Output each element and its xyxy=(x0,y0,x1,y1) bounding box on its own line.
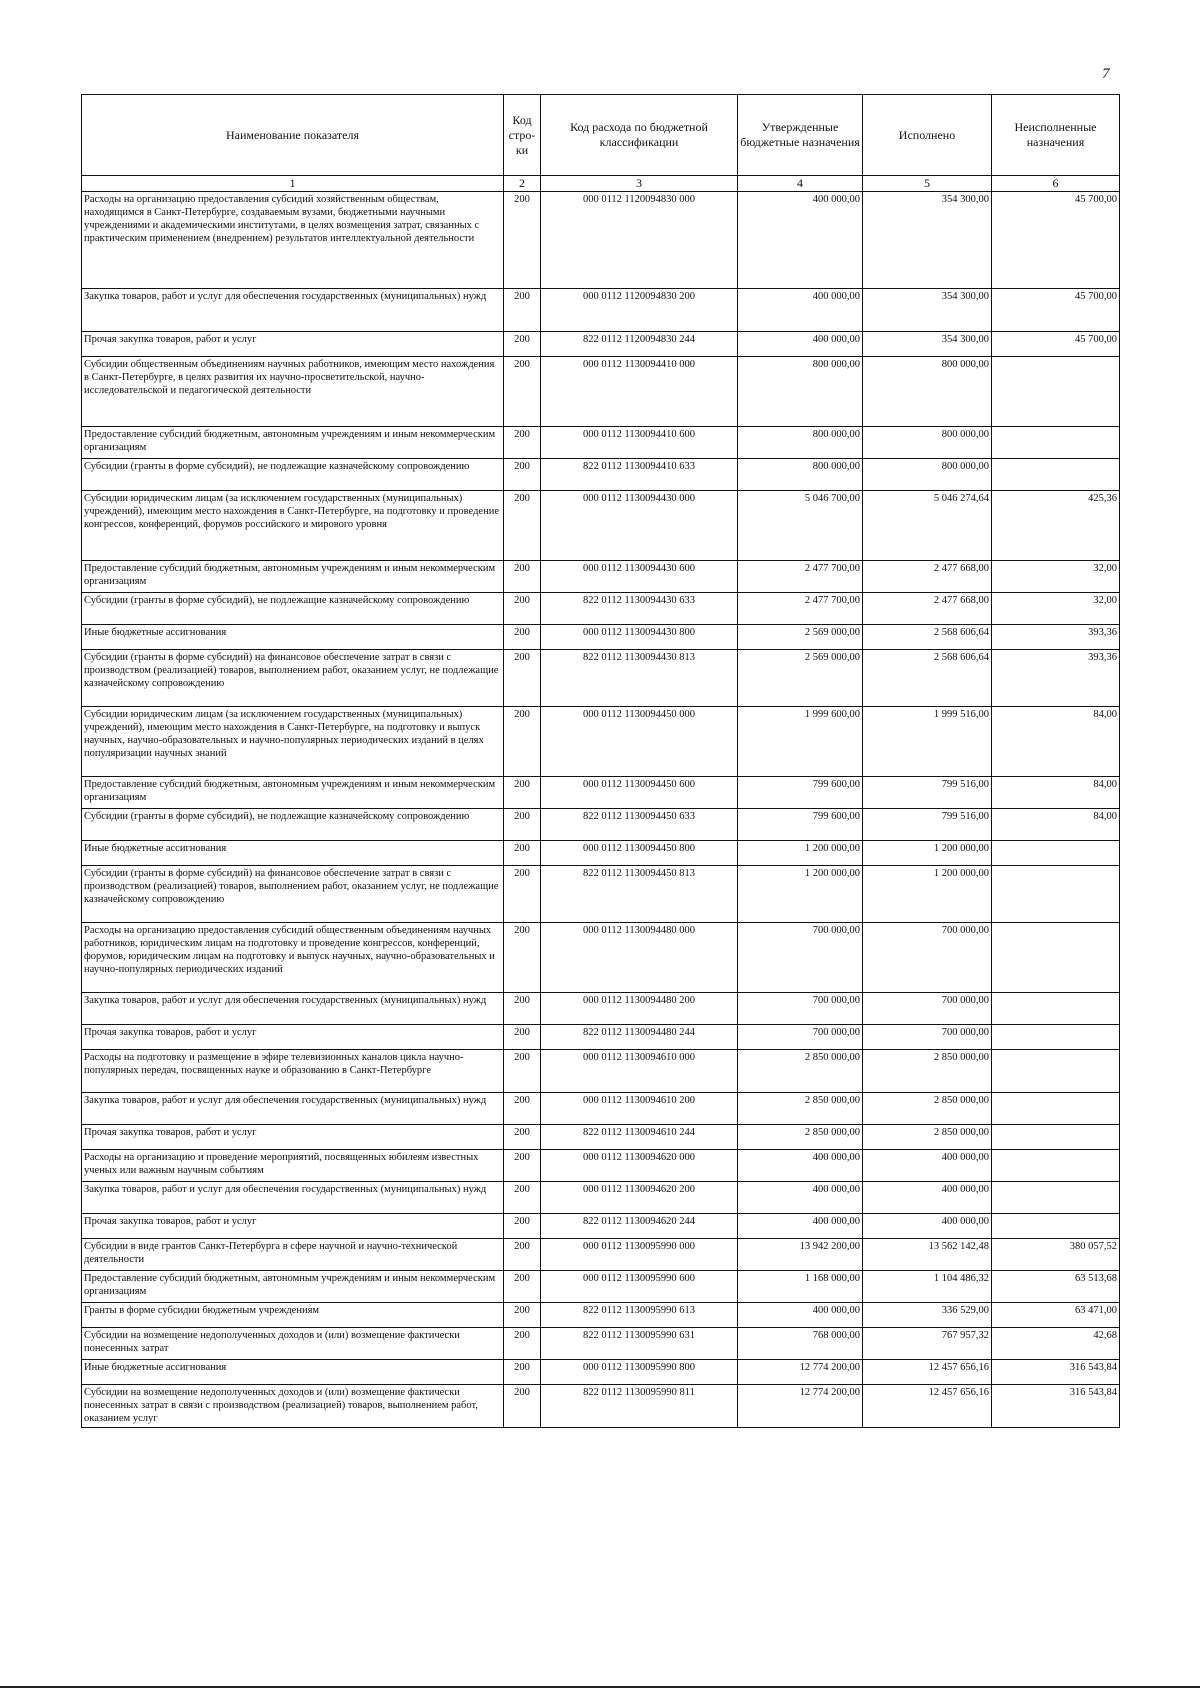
budget-class-code: 000 0112 1130094450 000 xyxy=(541,707,738,777)
budget-class-code: 000 0112 1120094830 200 xyxy=(541,289,738,332)
line-code: 200 xyxy=(504,332,541,357)
unexecuted-amount xyxy=(992,1125,1120,1150)
unexecuted-amount xyxy=(992,459,1120,491)
budget-class-code: 000 0112 1130094610 200 xyxy=(541,1093,738,1125)
approved-amount: 700 000,00 xyxy=(738,1025,863,1050)
approved-amount: 13 942 200,00 xyxy=(738,1239,863,1271)
approved-amount: 400 000,00 xyxy=(738,192,863,289)
budget-class-code: 000 0112 1130094450 800 xyxy=(541,841,738,866)
table-row xyxy=(82,1360,1120,1385)
unexecuted-amount: 45 700,00 xyxy=(992,192,1120,289)
budget-class-code: 822 0112 1130094620 244 xyxy=(541,1214,738,1239)
budget-class-code: 000 0112 1130094480 000 xyxy=(541,923,738,993)
table-row xyxy=(82,561,1120,593)
header-executed: Исполнено xyxy=(863,95,992,176)
header-line-code: Код стро-ки xyxy=(504,95,541,176)
table-row xyxy=(82,491,1120,561)
indicator-name: Расходы на организацию и проведение мероприятий, посвященных юбилеям известных ученых или важным научным событиям xyxy=(82,1150,504,1182)
approved-amount: 799 600,00 xyxy=(738,777,863,809)
indicator-name: Прочая закупка товаров, работ и услуг xyxy=(82,1025,504,1050)
line-code: 200 xyxy=(504,866,541,923)
unexecuted-amount: 32,00 xyxy=(992,593,1120,625)
approved-amount: 800 000,00 xyxy=(738,357,863,427)
budget-class-code: 822 0112 1130094450 633 xyxy=(541,809,738,841)
unexecuted-amount: 316 543,84 xyxy=(992,1385,1120,1428)
indicator-name: Предоставление субсидий бюджетным, автономным учреждениям и иным некоммерческим организациям xyxy=(82,561,504,593)
executed-amount: 800 000,00 xyxy=(863,459,992,491)
column-number: 3 xyxy=(541,176,738,192)
executed-amount: 13 562 142,48 xyxy=(863,1239,992,1271)
budget-class-code: 822 0112 1130094430 813 xyxy=(541,650,738,707)
approved-amount: 400 000,00 xyxy=(738,1150,863,1182)
budget-class-code: 000 0112 1130094620 000 xyxy=(541,1150,738,1182)
line-code: 200 xyxy=(504,923,541,993)
approved-amount: 2 477 700,00 xyxy=(738,561,863,593)
executed-amount: 2 477 668,00 xyxy=(863,561,992,593)
executed-amount: 800 000,00 xyxy=(863,427,992,459)
executed-amount: 336 529,00 xyxy=(863,1303,992,1328)
approved-amount: 768 000,00 xyxy=(738,1328,863,1360)
table-row xyxy=(82,593,1120,625)
indicator-name: Расходы на организацию предоставления субсидий хозяйственным обществам, находящимся в Санкт-Петербурге, создаваемым вузами, бюджетными научными учреждениями и академическими институтами, в целях возмещения затрат, связанных с практическим применением (внедрением) результатов интеллектуальной деятельности xyxy=(82,192,504,289)
unexecuted-amount xyxy=(992,357,1120,427)
executed-amount: 354 300,00 xyxy=(863,192,992,289)
approved-amount: 400 000,00 xyxy=(738,289,863,332)
budget-class-code: 000 0112 1130095990 000 xyxy=(541,1239,738,1271)
budget-class-code: 822 0112 1130094450 813 xyxy=(541,866,738,923)
column-number-row xyxy=(82,176,1120,192)
unexecuted-amount xyxy=(992,427,1120,459)
line-code: 200 xyxy=(504,1303,541,1328)
line-code: 200 xyxy=(504,1050,541,1093)
header-approved: Утвержденные бюджетные назначения xyxy=(738,95,863,176)
unexecuted-amount: 316 543,84 xyxy=(992,1360,1120,1385)
budget-execution-table xyxy=(81,94,1120,1428)
column-number: 4 xyxy=(738,176,863,192)
unexecuted-amount: 84,00 xyxy=(992,777,1120,809)
executed-amount: 767 957,32 xyxy=(863,1328,992,1360)
unexecuted-amount xyxy=(992,866,1120,923)
line-code: 200 xyxy=(504,561,541,593)
indicator-name: Субсидии (гранты в форме субсидий), не подлежащие казначейскому сопровождению xyxy=(82,809,504,841)
approved-amount: 400 000,00 xyxy=(738,1214,863,1239)
unexecuted-amount xyxy=(992,1150,1120,1182)
unexecuted-amount xyxy=(992,923,1120,993)
line-code: 200 xyxy=(504,427,541,459)
executed-amount: 1 200 000,00 xyxy=(863,841,992,866)
table-row xyxy=(82,1150,1120,1182)
executed-amount: 1 104 486,32 xyxy=(863,1271,992,1303)
unexecuted-amount xyxy=(992,1093,1120,1125)
line-code: 200 xyxy=(504,1271,541,1303)
header-indicator-name: Наименование показателя xyxy=(82,95,504,176)
approved-amount: 2 850 000,00 xyxy=(738,1125,863,1150)
table-row xyxy=(82,1093,1120,1125)
table-row xyxy=(82,777,1120,809)
table-row xyxy=(82,289,1120,332)
budget-class-code: 000 0112 1130094430 000 xyxy=(541,491,738,561)
approved-amount: 2 850 000,00 xyxy=(738,1093,863,1125)
budget-class-code: 000 0112 1130094410 600 xyxy=(541,427,738,459)
indicator-name: Субсидии общественным объединениям научных работников, имеющим место нахождения в Санкт-Петербурге, в целях развития их научно-просветительской, научно-исследовательской и педагогической деятельности xyxy=(82,357,504,427)
unexecuted-amount xyxy=(992,1214,1120,1239)
table-row xyxy=(82,923,1120,993)
budget-class-code: 822 0112 1130094610 244 xyxy=(541,1125,738,1150)
line-code: 200 xyxy=(504,1239,541,1271)
executed-amount: 799 516,00 xyxy=(863,777,992,809)
approved-amount: 400 000,00 xyxy=(738,1182,863,1214)
executed-amount: 700 000,00 xyxy=(863,993,992,1025)
column-number: 2 xyxy=(504,176,541,192)
line-code: 200 xyxy=(504,1150,541,1182)
indicator-name: Предоставление субсидий бюджетным, автономным учреждениям и иным некоммерческим организациям xyxy=(82,1271,504,1303)
indicator-name: Субсидии юридическим лицам (за исключением государственных (муниципальных) учреждений), имеющим место нахождения в Санкт-Петербурге, на подготовку и выпуск научных, научно-образовательных и научно-популярных периодических изданий в целях популяризации научных знаний xyxy=(82,707,504,777)
budget-class-code: 000 0112 1130094620 200 xyxy=(541,1182,738,1214)
approved-amount: 1 999 600,00 xyxy=(738,707,863,777)
line-code: 200 xyxy=(504,1093,541,1125)
approved-amount: 12 774 200,00 xyxy=(738,1385,863,1428)
column-number: 5 xyxy=(863,176,992,192)
budget-class-code: 822 0112 1130095990 631 xyxy=(541,1328,738,1360)
budget-class-code: 000 0112 1130095990 600 xyxy=(541,1271,738,1303)
indicator-name: Субсидии (гранты в форме субсидий) на финансовое обеспечение затрат в связи с производством (реализацией) товаров, выполнением работ, оказанием услуг, не подлежащие казначейскому сопровождению xyxy=(82,866,504,923)
executed-amount: 700 000,00 xyxy=(863,923,992,993)
indicator-name: Субсидии (гранты в форме субсидий), не подлежащие казначейскому сопровождению xyxy=(82,459,504,491)
line-code: 200 xyxy=(504,1182,541,1214)
table-row xyxy=(82,809,1120,841)
unexecuted-amount: 32,00 xyxy=(992,561,1120,593)
executed-amount: 5 046 274,64 xyxy=(863,491,992,561)
approved-amount: 400 000,00 xyxy=(738,332,863,357)
column-number: 1 xyxy=(82,176,504,192)
executed-amount: 400 000,00 xyxy=(863,1182,992,1214)
approved-amount: 5 046 700,00 xyxy=(738,491,863,561)
executed-amount: 354 300,00 xyxy=(863,289,992,332)
table-row xyxy=(82,841,1120,866)
executed-amount: 800 000,00 xyxy=(863,357,992,427)
approved-amount: 1 200 000,00 xyxy=(738,866,863,923)
line-code: 200 xyxy=(504,993,541,1025)
approved-amount: 700 000,00 xyxy=(738,993,863,1025)
executed-amount: 354 300,00 xyxy=(863,332,992,357)
approved-amount: 2 477 700,00 xyxy=(738,593,863,625)
page-bottom-rule xyxy=(0,1686,1200,1688)
budget-class-code: 000 0112 1130094450 600 xyxy=(541,777,738,809)
approved-amount: 2 850 000,00 xyxy=(738,1050,863,1093)
indicator-name: Прочая закупка товаров, работ и услуг xyxy=(82,332,504,357)
line-code: 200 xyxy=(504,491,541,561)
budget-class-code: 822 0112 1130094480 244 xyxy=(541,1025,738,1050)
executed-amount: 2 568 606,64 xyxy=(863,650,992,707)
table-row xyxy=(82,866,1120,923)
approved-amount: 12 774 200,00 xyxy=(738,1360,863,1385)
unexecuted-amount xyxy=(992,1182,1120,1214)
unexecuted-amount xyxy=(992,1025,1120,1050)
unexecuted-amount: 393,36 xyxy=(992,650,1120,707)
indicator-name: Закупка товаров, работ и услуг для обеспечения государственных (муниципальных) нужд xyxy=(82,1093,504,1125)
executed-amount: 2 477 668,00 xyxy=(863,593,992,625)
table-row xyxy=(82,707,1120,777)
header-budget-class-code: Код расхода по бюджетной классификации xyxy=(541,95,738,176)
indicator-name: Предоставление субсидий бюджетным, автономным учреждениям и иным некоммерческим организациям xyxy=(82,427,504,459)
table-row xyxy=(82,1303,1120,1328)
budget-class-code: 822 0112 1130095990 811 xyxy=(541,1385,738,1428)
indicator-name: Прочая закупка товаров, работ и услуг xyxy=(82,1214,504,1239)
approved-amount: 1 168 000,00 xyxy=(738,1271,863,1303)
line-code: 200 xyxy=(504,192,541,289)
line-code: 200 xyxy=(504,707,541,777)
table-row xyxy=(82,1125,1120,1150)
executed-amount: 799 516,00 xyxy=(863,809,992,841)
unexecuted-amount xyxy=(992,841,1120,866)
indicator-name: Закупка товаров, работ и услуг для обеспечения государственных (муниципальных) нужд xyxy=(82,993,504,1025)
unexecuted-amount: 45 700,00 xyxy=(992,289,1120,332)
approved-amount: 1 200 000,00 xyxy=(738,841,863,866)
approved-amount: 2 569 000,00 xyxy=(738,650,863,707)
approved-amount: 400 000,00 xyxy=(738,1303,863,1328)
executed-amount: 400 000,00 xyxy=(863,1150,992,1182)
budget-class-code: 822 0112 1130094410 633 xyxy=(541,459,738,491)
budget-class-code: 822 0112 1130094430 633 xyxy=(541,593,738,625)
table-row xyxy=(82,1328,1120,1360)
indicator-name: Субсидии на возмещение недополученных доходов и (или) возмещение фактически понесенных затрат xyxy=(82,1328,504,1360)
table-row xyxy=(82,625,1120,650)
executed-amount: 2 568 606,64 xyxy=(863,625,992,650)
unexecuted-amount: 84,00 xyxy=(992,809,1120,841)
unexecuted-amount: 380 057,52 xyxy=(992,1239,1120,1271)
approved-amount: 800 000,00 xyxy=(738,427,863,459)
budget-class-code: 000 0112 1130094480 200 xyxy=(541,993,738,1025)
table-row xyxy=(82,357,1120,427)
unexecuted-amount: 63 471,00 xyxy=(992,1303,1120,1328)
line-code: 200 xyxy=(504,1214,541,1239)
budget-class-code: 000 0112 1120094830 000 xyxy=(541,192,738,289)
table-row xyxy=(82,1271,1120,1303)
executed-amount: 400 000,00 xyxy=(863,1214,992,1239)
line-code: 200 xyxy=(504,357,541,427)
executed-amount: 12 457 656,16 xyxy=(863,1360,992,1385)
budget-class-code: 822 0112 1130095990 613 xyxy=(541,1303,738,1328)
approved-amount: 700 000,00 xyxy=(738,923,863,993)
indicator-name: Расходы на подготовку и размещение в эфире телевизионных каналов цикла научно-популярных передач, посвященных науке и образованию в Санкт-Петербурге xyxy=(82,1050,504,1093)
line-code: 200 xyxy=(504,809,541,841)
table-row xyxy=(82,459,1120,491)
approved-amount: 799 600,00 xyxy=(738,809,863,841)
table-row xyxy=(82,1214,1120,1239)
line-code: 200 xyxy=(504,625,541,650)
table-row xyxy=(82,192,1120,289)
indicator-name: Субсидии на возмещение недополученных доходов и (или) возмещение фактически понесенных затрат в связи с производством (реализацией) товаров, выполнением работ, оказанием услуг xyxy=(82,1385,504,1428)
approved-amount: 2 569 000,00 xyxy=(738,625,863,650)
executed-amount: 2 850 000,00 xyxy=(863,1093,992,1125)
header-row xyxy=(82,95,1120,176)
unexecuted-amount xyxy=(992,993,1120,1025)
line-code: 200 xyxy=(504,459,541,491)
table-row xyxy=(82,427,1120,459)
indicator-name: Закупка товаров, работ и услуг для обеспечения государственных (муниципальных) нужд xyxy=(82,1182,504,1214)
table-row xyxy=(82,1050,1120,1093)
table-row xyxy=(82,993,1120,1025)
unexecuted-amount: 45 700,00 xyxy=(992,332,1120,357)
unexecuted-amount: 393,36 xyxy=(992,625,1120,650)
executed-amount: 12 457 656,16 xyxy=(863,1385,992,1428)
unexecuted-amount: 425,36 xyxy=(992,491,1120,561)
table-row xyxy=(82,1385,1120,1428)
executed-amount: 2 850 000,00 xyxy=(863,1125,992,1150)
column-number: 6 xyxy=(992,176,1120,192)
indicator-name: Предоставление субсидий бюджетным, автономным учреждениям и иным некоммерческим организациям xyxy=(82,777,504,809)
indicator-name: Гранты в форме субсидии бюджетным учреждениям xyxy=(82,1303,504,1328)
line-code: 200 xyxy=(504,289,541,332)
line-code: 200 xyxy=(504,1025,541,1050)
executed-amount: 700 000,00 xyxy=(863,1025,992,1050)
line-code: 200 xyxy=(504,1125,541,1150)
unexecuted-amount: 63 513,68 xyxy=(992,1271,1120,1303)
line-code: 200 xyxy=(504,1385,541,1428)
indicator-name: Расходы на организацию предоставления субсидий общественным объединениям научных работников, юридическим лицам на подготовку и проведение конгрессов, конференций, форумов, юридическим лицам на подготовку и выпуск научных, научно-образовательных и научно-популярных периодических изданий xyxy=(82,923,504,993)
indicator-name: Иные бюджетные ассигнования xyxy=(82,841,504,866)
table-row xyxy=(82,332,1120,357)
indicator-name: Субсидии в виде грантов Санкт-Петербурга в сфере научной и научно-технической деятельности xyxy=(82,1239,504,1271)
line-code: 200 xyxy=(504,777,541,809)
line-code: 200 xyxy=(504,841,541,866)
executed-amount: 1 999 516,00 xyxy=(863,707,992,777)
executed-amount: 2 850 000,00 xyxy=(863,1050,992,1093)
unexecuted-amount: 84,00 xyxy=(992,707,1120,777)
unexecuted-amount: 42,68 xyxy=(992,1328,1120,1360)
line-code: 200 xyxy=(504,1328,541,1360)
indicator-name: Субсидии (гранты в форме субсидий) на финансовое обеспечение затрат в связи с производством (реализацией) товаров, выполнением работ, оказанием услуг, не подлежащие казначейскому сопровождению xyxy=(82,650,504,707)
table-row xyxy=(82,650,1120,707)
indicator-name: Субсидии юридическим лицам (за исключением государственных (муниципальных) учреждений), имеющим место нахождения в Санкт-Петербурге, на подготовку и проведение конгрессов, конференций, форумов российского и мирового уровня xyxy=(82,491,504,561)
budget-class-code: 822 0112 1120094830 244 xyxy=(541,332,738,357)
header-unexecuted: Неисполненные назначения xyxy=(992,95,1120,176)
executed-amount: 1 200 000,00 xyxy=(863,866,992,923)
budget-class-code: 000 0112 1130094430 600 xyxy=(541,561,738,593)
indicator-name: Субсидии (гранты в форме субсидий), не подлежащие казначейскому сопровождению xyxy=(82,593,504,625)
budget-class-code: 000 0112 1130094430 800 xyxy=(541,625,738,650)
line-code: 200 xyxy=(504,650,541,707)
table-row xyxy=(82,1025,1120,1050)
unexecuted-amount xyxy=(992,1050,1120,1093)
budget-class-code: 000 0112 1130094610 000 xyxy=(541,1050,738,1093)
budget-class-code: 000 0112 1130094410 000 xyxy=(541,357,738,427)
indicator-name: Иные бюджетные ассигнования xyxy=(82,625,504,650)
line-code: 200 xyxy=(504,1360,541,1385)
page-number: 7 xyxy=(1102,66,1110,82)
indicator-name: Закупка товаров, работ и услуг для обеспечения государственных (муниципальных) нужд xyxy=(82,289,504,332)
approved-amount: 800 000,00 xyxy=(738,459,863,491)
budget-class-code: 000 0112 1130095990 800 xyxy=(541,1360,738,1385)
indicator-name: Иные бюджетные ассигнования xyxy=(82,1360,504,1385)
table-row xyxy=(82,1239,1120,1271)
line-code: 200 xyxy=(504,593,541,625)
indicator-name: Прочая закупка товаров, работ и услуг xyxy=(82,1125,504,1150)
table-row xyxy=(82,1182,1120,1214)
